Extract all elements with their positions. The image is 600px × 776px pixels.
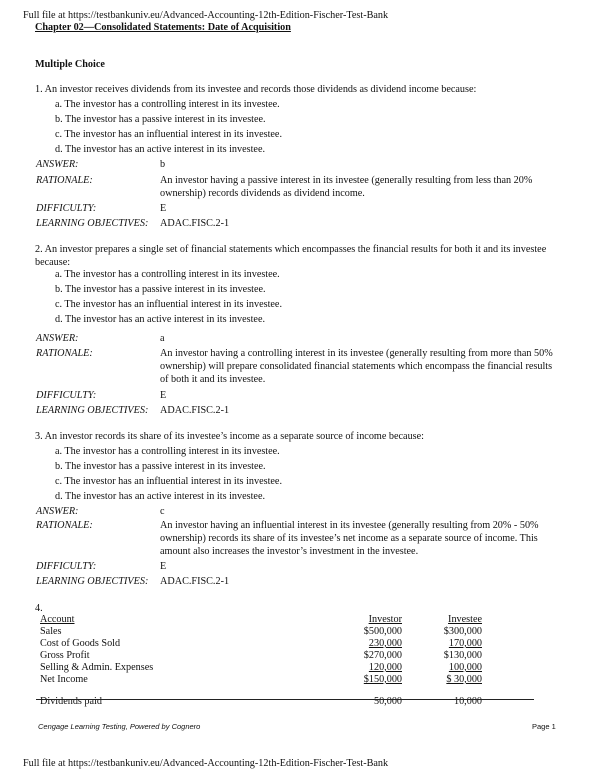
- investor-value: $500,000: [363, 626, 402, 637]
- section-title: Multiple Choice: [35, 59, 105, 70]
- objectives-label: LEARNING OBJECTIVES:: [36, 576, 149, 587]
- objectives-value: ADAC.FISC.2-1: [160, 576, 230, 587]
- investee-value: $ 30,000: [446, 674, 482, 685]
- table-row: [40, 661, 490, 673]
- column-header-investee: Investee: [448, 614, 482, 625]
- column-header-account: Account: [40, 614, 75, 625]
- option-d: d. The investor has an active interest in its investee.: [55, 314, 266, 325]
- option-d: d. The investor has an active interest in its investee.: [55, 144, 266, 155]
- investor-value: $150,000: [363, 674, 402, 685]
- table-row: [40, 637, 490, 649]
- option-a: a. The investor has a controlling interest in its investee.: [55, 446, 280, 457]
- option-d: d. The investor has an active interest in its investee.: [55, 491, 266, 502]
- investor-value: 50,000: [373, 696, 402, 707]
- rationale-label: RATIONALE:: [36, 175, 93, 186]
- answer-label: ANSWER:: [36, 159, 79, 170]
- investee-value: 10,000: [453, 696, 482, 707]
- row-label: Sales: [40, 626, 62, 637]
- investee-value: $300,000: [443, 626, 482, 637]
- difficulty-label: DIFFICULTY:: [36, 203, 97, 214]
- option-b: b. The investor has a passive interest in its investee.: [55, 461, 266, 472]
- investee-value: $130,000: [443, 650, 482, 661]
- option-c: c. The investor has an influential interest in its investee.: [55, 476, 282, 487]
- answer-value: a: [160, 333, 165, 344]
- investor-value: $270,000: [363, 650, 402, 661]
- option-c: c. The investor has an influential interest in its investee.: [55, 299, 282, 310]
- rationale-text: An investor having a controlling interest in its investee (generally resulting from more than 50% ownership) will prepare consolidated financial statements which encompass the financial results of both it and its investee.: [160, 348, 553, 385]
- footer-divider: [36, 699, 534, 700]
- rationale-label: RATIONALE:: [36, 520, 93, 531]
- header-url: Full file at https://testbankuniv.eu/Advanced-Accounting-12th-Edition-Fischer-Test-Bank: [23, 10, 389, 21]
- option-a: a. The investor has a controlling interest in its investee.: [55, 99, 280, 110]
- answer-label: ANSWER:: [36, 506, 79, 517]
- row-label: Dividends paid: [40, 696, 102, 707]
- rationale-label: RATIONALE:: [36, 348, 93, 359]
- chapter-title: Chapter 02—Consolidated Statements: Date of Acquisition: [35, 22, 291, 33]
- table-header-row: [40, 613, 490, 625]
- investor-value: 230,000: [368, 638, 402, 649]
- question-text: 1. An investor receives dividends from its investee and records those dividends as dividend income because:: [35, 84, 477, 95]
- rationale-text: An investor having a passive interest in its investee (generally resulting from less than 20% ownership) records dividends as dividend income.: [160, 175, 533, 199]
- investee-value: 100,000: [448, 662, 482, 673]
- rationale-text: An investor having an influential interest in its investee (generally resulting from 20% - 50% ownership) records its share of its investee’s net income as a separate source of income. This amount also increases the investor’s investment in the investee.: [160, 520, 539, 557]
- page-number: Page 1: [532, 722, 556, 731]
- objectives-label: LEARNING OBJECTIVES:: [36, 405, 149, 416]
- difficulty-value: E: [160, 390, 167, 401]
- table-row: [40, 649, 490, 661]
- question-number: 4.: [35, 603, 43, 614]
- footer-url: Full file at https://testbankuniv.eu/Advanced-Accounting-12th-Edition-Fischer-Test-Bank: [23, 758, 389, 769]
- option-b: b. The investor has a passive interest in its investee.: [55, 284, 266, 295]
- row-label: Cost of Goods Sold: [40, 638, 121, 649]
- option-a: a. The investor has a controlling interest in its investee.: [55, 269, 280, 280]
- difficulty-label: DIFFICULTY:: [36, 561, 97, 572]
- row-label: Selling & Admin. Expenses: [40, 662, 154, 673]
- question-text: 2. An investor prepares a single set of financial statements which encompasses the financial results for both it and its investee because:: [35, 244, 547, 268]
- difficulty-value: E: [160, 203, 167, 214]
- objectives-label: LEARNING OBJECTIVES:: [36, 218, 149, 229]
- row-label: Net Income: [40, 674, 88, 685]
- table-row: [40, 673, 490, 685]
- investor-value: 120,000: [368, 662, 402, 673]
- objectives-value: ADAC.FISC.2-1: [160, 218, 230, 229]
- table-row: [40, 625, 490, 637]
- option-c: c. The investor has an influential interest in its investee.: [55, 129, 282, 140]
- column-header-investor: Investor: [368, 614, 402, 625]
- question-text: 3. An investor records its share of its investee’s income as a separate source of income because:: [35, 431, 424, 442]
- difficulty-label: DIFFICULTY:: [36, 390, 97, 401]
- investee-value: 170,000: [448, 638, 482, 649]
- difficulty-value: E: [160, 561, 167, 572]
- table-row: [40, 695, 490, 707]
- objectives-value: ADAC.FISC.2-1: [160, 405, 230, 416]
- row-label: Gross Profit: [40, 650, 90, 661]
- answer-value: b: [160, 159, 166, 170]
- footer-brand: Cengage Learning Testing, Powered by Cognero: [38, 722, 201, 731]
- answer-label: ANSWER:: [36, 333, 79, 344]
- answer-value: c: [160, 506, 165, 517]
- option-b: b. The investor has a passive interest in its investee.: [55, 114, 266, 125]
